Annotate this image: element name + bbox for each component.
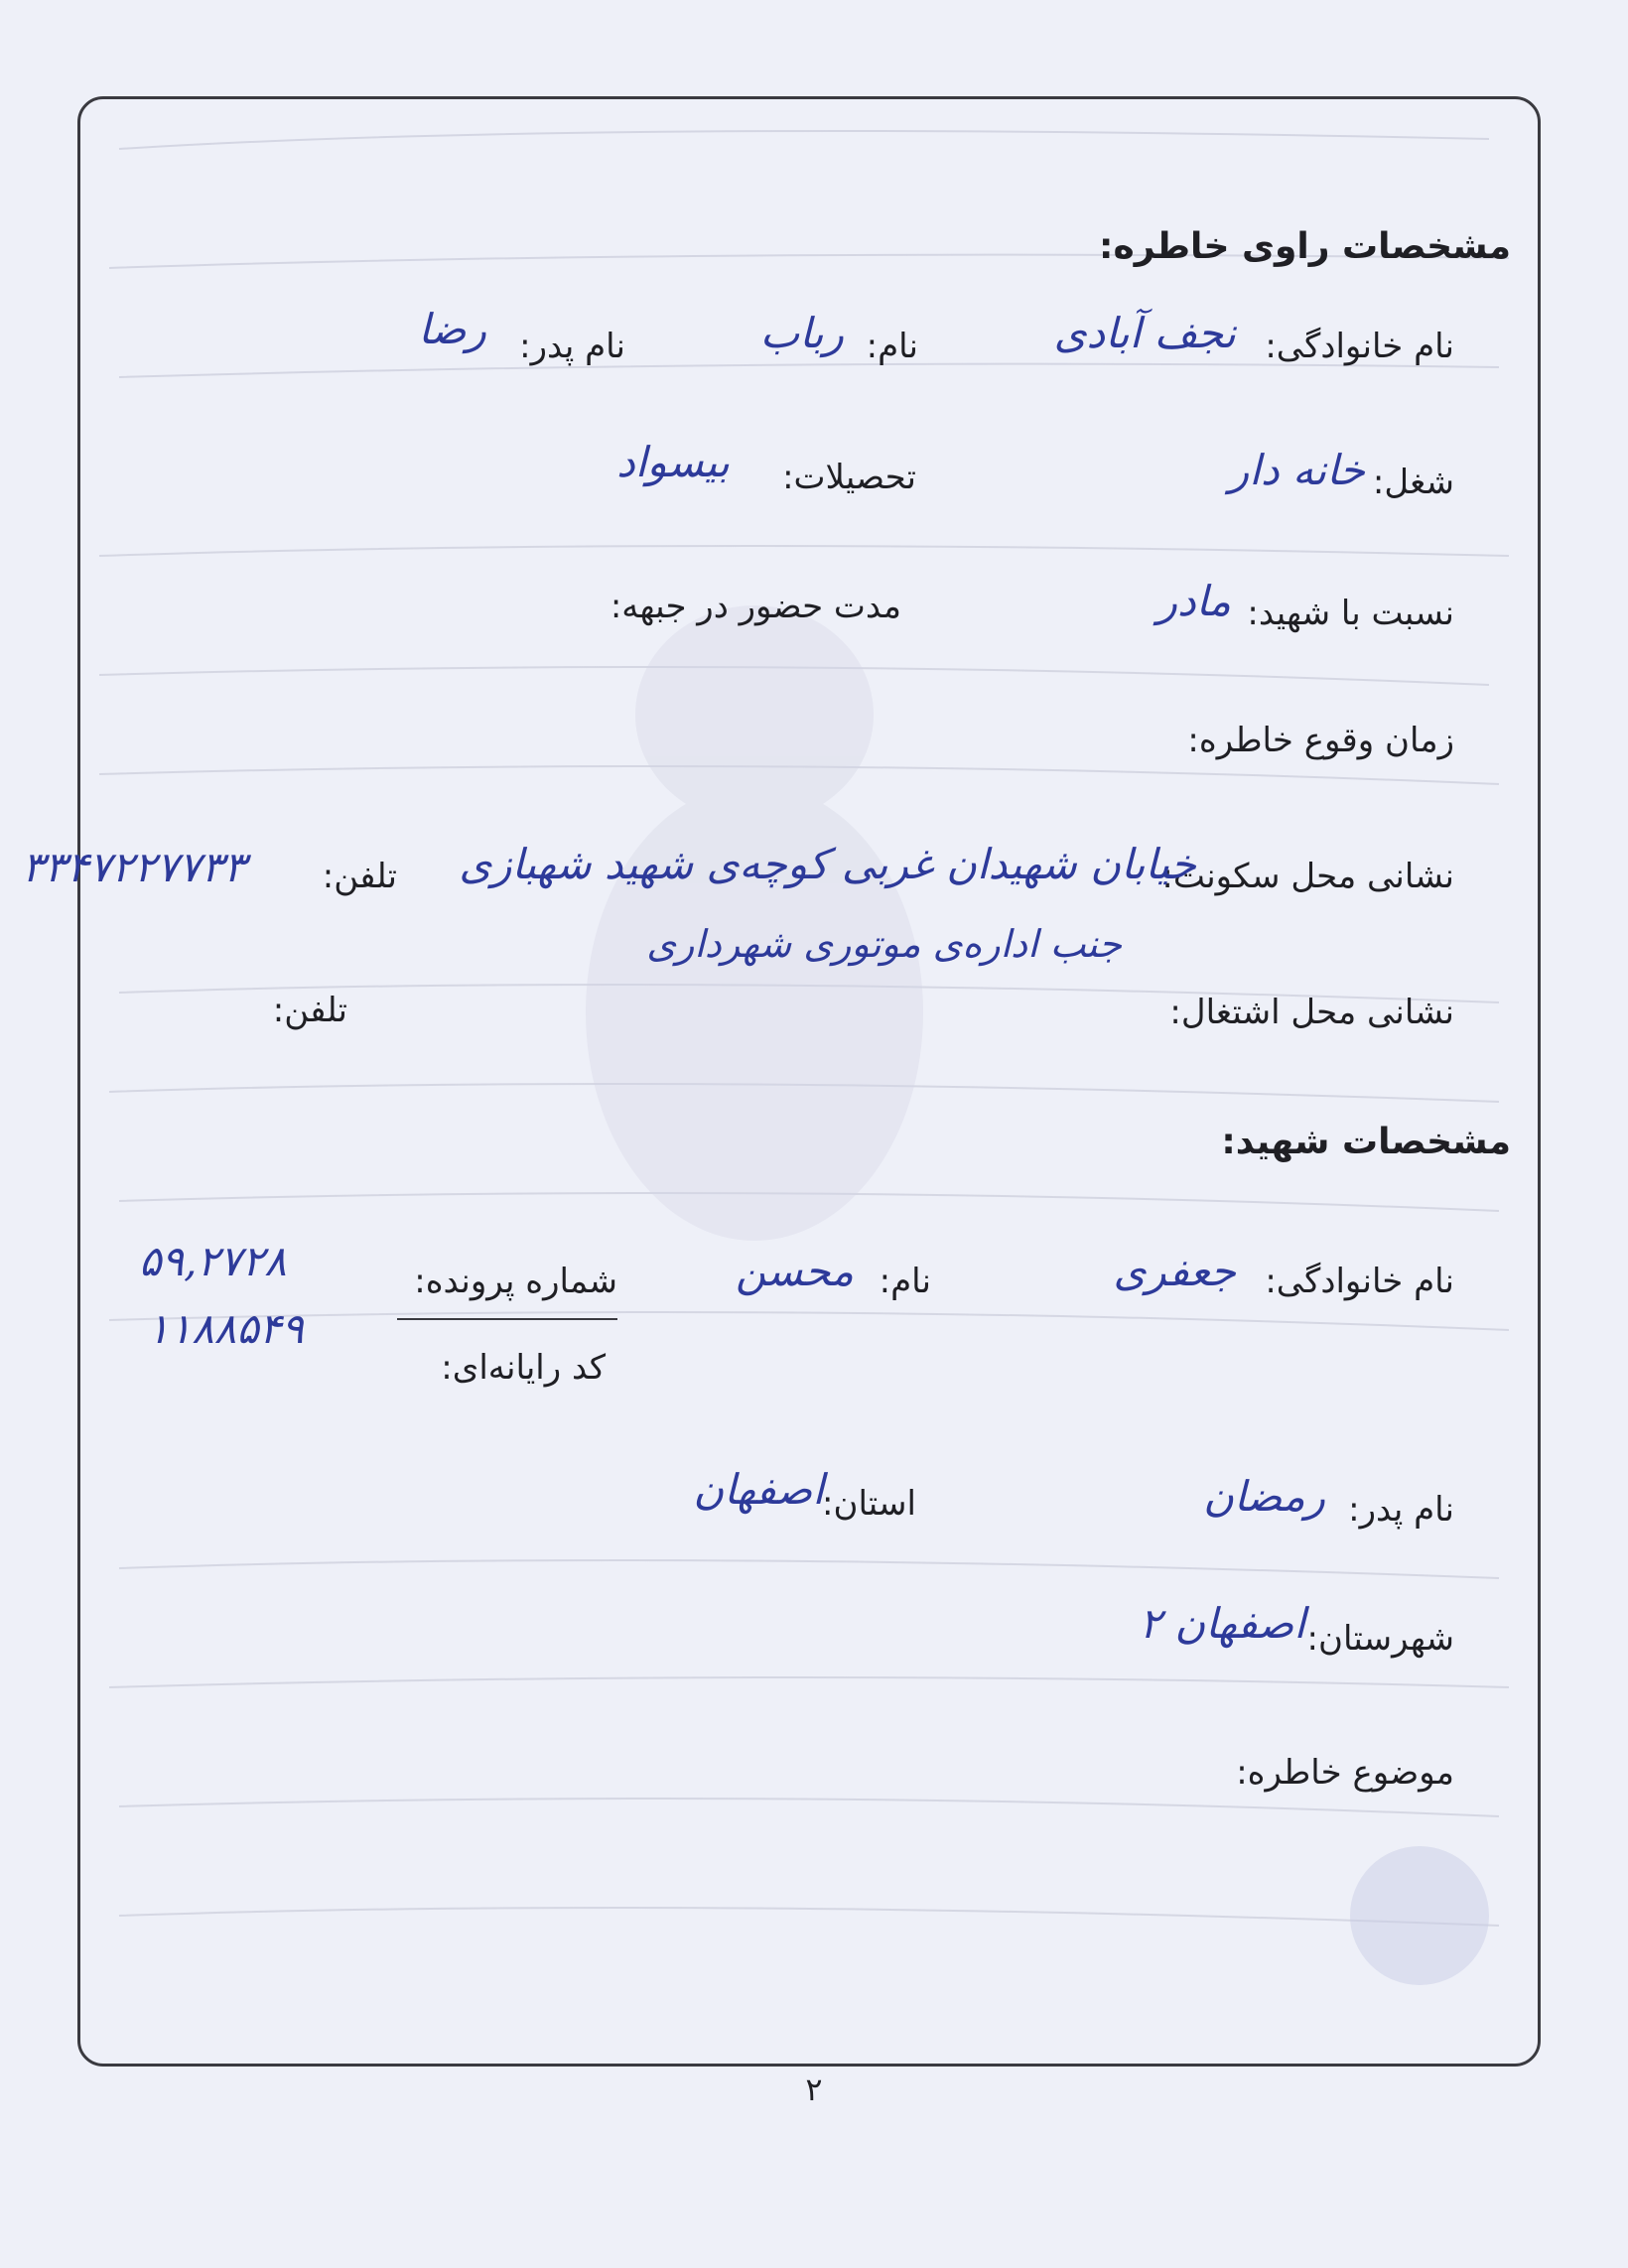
martyr-memory-subject-label: موضوع خاطره: [1236,1753,1454,1793]
page-number: ۲ [805,2070,823,2108]
narrator-family-name-value: نجف آبادی [1053,309,1236,357]
narrator-family-name-label: نام خانوادگی: [1265,327,1454,366]
narrator-job-value: خانه دار [1229,446,1365,494]
narrator-heading: مشخصات راوی خاطره: [1099,226,1511,267]
martyr-computer-code-label: کد رایانه‌ای: [441,1348,606,1388]
martyr-father-name-label: نام پدر: [1348,1490,1454,1530]
martyr-province-label: استان: [822,1484,916,1524]
martyr-city-label: شهرستان: [1306,1619,1454,1659]
martyr-first-name-value: محسن [735,1247,854,1295]
martyr-file-number-value: ۵۹,۲۷۲۸ [139,1237,287,1285]
narrator-home-phone-label: تلفن: [322,857,397,896]
narrator-education-label: تحصیلات: [782,458,916,497]
narrator-education-value: بیسواد [616,438,730,486]
narrator-home-phone-value: ۳۳۴۷۲۲۷۷۳۳ [22,843,246,891]
narrator-relation-label: نسبت با شهید: [1247,594,1454,633]
narrator-home-address-line1: خیابان شهیدان غربی کوچه‌ی شهید شهبازی [459,840,1196,888]
narrator-memory-time-label: زمان وقوع خاطره: [1187,721,1454,760]
narrator-first-name-value: رباب [759,309,844,357]
narrator-father-name-label: نام پدر: [519,327,625,366]
martyr-city-value: اصفهان ۲ [1139,1599,1305,1648]
martyr-family-name-label: نام خانوادگی: [1265,1262,1454,1301]
narrator-front-duration-label: مدت حضور در جبهه: [610,587,901,626]
narrator-work-phone-label: تلفن: [272,991,347,1030]
martyr-province-value: اصفهان [693,1465,824,1514]
narrator-home-address-line2: جنب اداره‌ی موتوری شهرداری [646,922,1122,966]
martyr-family-name-value: جعفری [1113,1247,1236,1295]
martyr-computer-code-value: ۱۱۸۸۵۴۹ [147,1304,304,1353]
martyr-heading: مشخصات شهید: [1221,1122,1511,1162]
martyr-first-name-label: نام: [879,1262,931,1301]
file-number-underline [397,1318,617,1320]
martyr-file-number-label: شماره پرونده: [414,1262,617,1301]
narrator-home-address-label: نشانی محل سکونت: [1161,857,1454,896]
martyr-father-name-value: رمضان [1203,1472,1325,1521]
narrator-father-name-value: رضا [418,305,486,353]
narrator-job-label: شغل: [1372,463,1454,502]
narrator-relation-value: مادر [1156,577,1231,625]
narrator-work-address-label: نشانی محل اشتغال: [1169,993,1454,1032]
narrator-first-name-label: نام: [866,327,918,366]
